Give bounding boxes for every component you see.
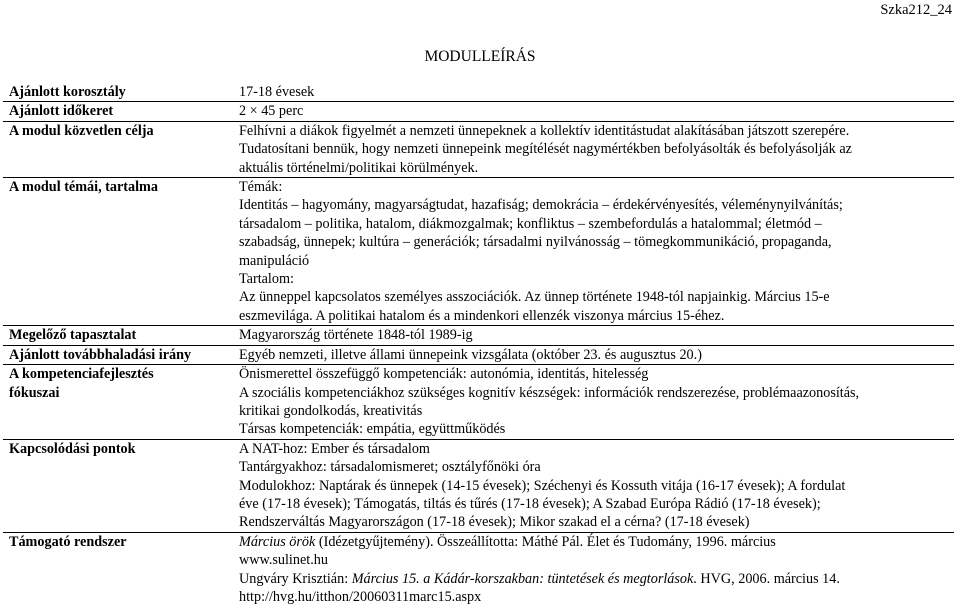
- label-prior: Megelőző tapasztalat: [3, 326, 233, 345]
- competence-line: A szociális kompetenciákhoz szükséges kognitív készségek: információk rendszerezése, problémaazonosítás,: [239, 384, 860, 401]
- support-ref-1: [239, 533, 954, 551]
- competence-line: Önismerettel összefüggő kompetenciák: autonómia, identitás, hitelesség: [239, 366, 649, 383]
- document-title: MODULLEÍRÁS: [424, 48, 536, 65]
- label-next: Ajánlott továbbhaladási irány: [3, 345, 233, 364]
- support-ref-2: [239, 570, 954, 588]
- value-age: 17-18 évesek: [233, 83, 954, 102]
- label-goal: A modul közvetlen célja: [3, 121, 233, 177]
- document-code: Szka212_24: [880, 2, 952, 18]
- support-ref-2-url: http://hvg.hu/itthon/20060311marc15.aspx: [239, 588, 482, 605]
- label-competence-line: fókuszai: [9, 384, 60, 401]
- support-ref-2-author: Ungváry Krisztián:: [239, 570, 352, 587]
- label-age: Ajánlott korosztály: [3, 83, 233, 102]
- row-prior: [3, 326, 954, 345]
- content-line: Az ünneppel kapcsolatos személyes asszociációk. Az ünnep története 1948-tól napjainkig. Március 15-e: [239, 289, 830, 306]
- competence-line: Társas kompetenciák: empátia, együttműködés: [239, 421, 506, 438]
- label-competence-line: A kompetenciafejlesztés: [9, 366, 154, 383]
- value-links: [233, 439, 954, 532]
- row-next: [3, 345, 954, 364]
- goal-line: Felhívni a diákok figyelmét a nemzeti ünnepeknek a kollektív identitástudat alakításában játszott szerepére.: [239, 122, 850, 139]
- links-line: Modulokhoz: Naptárak és ünnepek (14-15 évesek); Széchenyi és Kossuth vitája (16-17 évesek); A fordulat: [239, 477, 846, 494]
- support-ref-1-rest: (Idézetgyűjtemény). Összeállította: Máthé Pál. Élet és Tudomány, 1996. március: [315, 533, 776, 550]
- themes-line: szabadság, ünnepek; kultúra – generációk; társadalmi nyilvánosság – tömegkommunikáció, propaganda,: [239, 234, 832, 251]
- themes-line: társadalom – politika, hatalom, diákmozgalmak; konfliktus – szembefordulás a hatalommal; életmód –: [239, 215, 822, 232]
- support-ref-2-rest: . HVG, 2006. március 14.: [693, 570, 840, 587]
- row-goal: [3, 121, 954, 177]
- themes-heading: Témák:: [239, 179, 283, 196]
- links-line: éve (17-18 évesek); Támogatás, tiltás és tűrés (17-18 évesek); A Szabad Európa Rádió (17-18 évesek);: [239, 495, 821, 512]
- row-age: [3, 83, 954, 102]
- row-support: [3, 532, 954, 606]
- content-heading: Tartalom:: [239, 271, 294, 288]
- value-goal: [233, 121, 954, 177]
- themes-line: manipuláció: [239, 252, 310, 269]
- row-time: [3, 102, 954, 121]
- value-time: 2 × 45 perc: [233, 102, 954, 121]
- content-line: eszmevilága. A politikai hatalom és a mindenkori ellenzék viszonya március 15-éhez.: [239, 307, 725, 324]
- value-topics: [233, 178, 954, 326]
- module-table: [3, 83, 954, 606]
- links-line: Rendszerváltás Magyarországon (17-18 évesek); Mikor szakad el a cérna? (17-18 évesek): [239, 514, 750, 531]
- row-topics: [3, 178, 954, 326]
- label-time: Ajánlott időkeret: [3, 102, 233, 121]
- competence-line: kritikai gondolkodás, kreativitás: [239, 402, 423, 419]
- goal-line: Tudatosítani bennük, hogy nemzeti ünnepeink megítélését nagymértékben befolyásolták és befolyásolják az: [239, 141, 852, 158]
- goal-line: aktuális történelmi/politikai körülmények.: [239, 159, 479, 176]
- value-support: [233, 532, 954, 606]
- themes-line: Identitás – hagyomány, magyarságtudat, hazafiság; demokrácia – érdekérvényesítés, véleménynyilvánítás;: [239, 197, 843, 214]
- links-line: A NAT-hoz: Ember és társadalom: [239, 440, 430, 457]
- links-line: Tantárgyakhoz: társadalomismeret; osztályfőnöki óra: [239, 459, 541, 476]
- label-support: Támogató rendszer: [9, 533, 127, 550]
- value-prior: Magyarország története 1848-tól 1989-ig: [233, 326, 954, 345]
- support-ref-1-url: www.sulinet.hu: [239, 552, 328, 569]
- row-competence: [3, 365, 954, 440]
- support-ref-1-title: Március örök: [239, 533, 316, 550]
- row-links: [3, 439, 954, 532]
- value-next: Egyéb nemzeti, illetve állami ünnepeink vizsgálata (október 23. és augusztus 20.): [233, 345, 954, 364]
- label-competence: [3, 365, 233, 440]
- label-topics: A modul témái, tartalma: [3, 178, 233, 326]
- label-links: Kapcsolódási pontok: [3, 439, 233, 532]
- value-competence: [233, 365, 954, 440]
- support-ref-2-title: Március 15. a Kádár-korszakban: tüntetések és megtorlások: [351, 570, 694, 587]
